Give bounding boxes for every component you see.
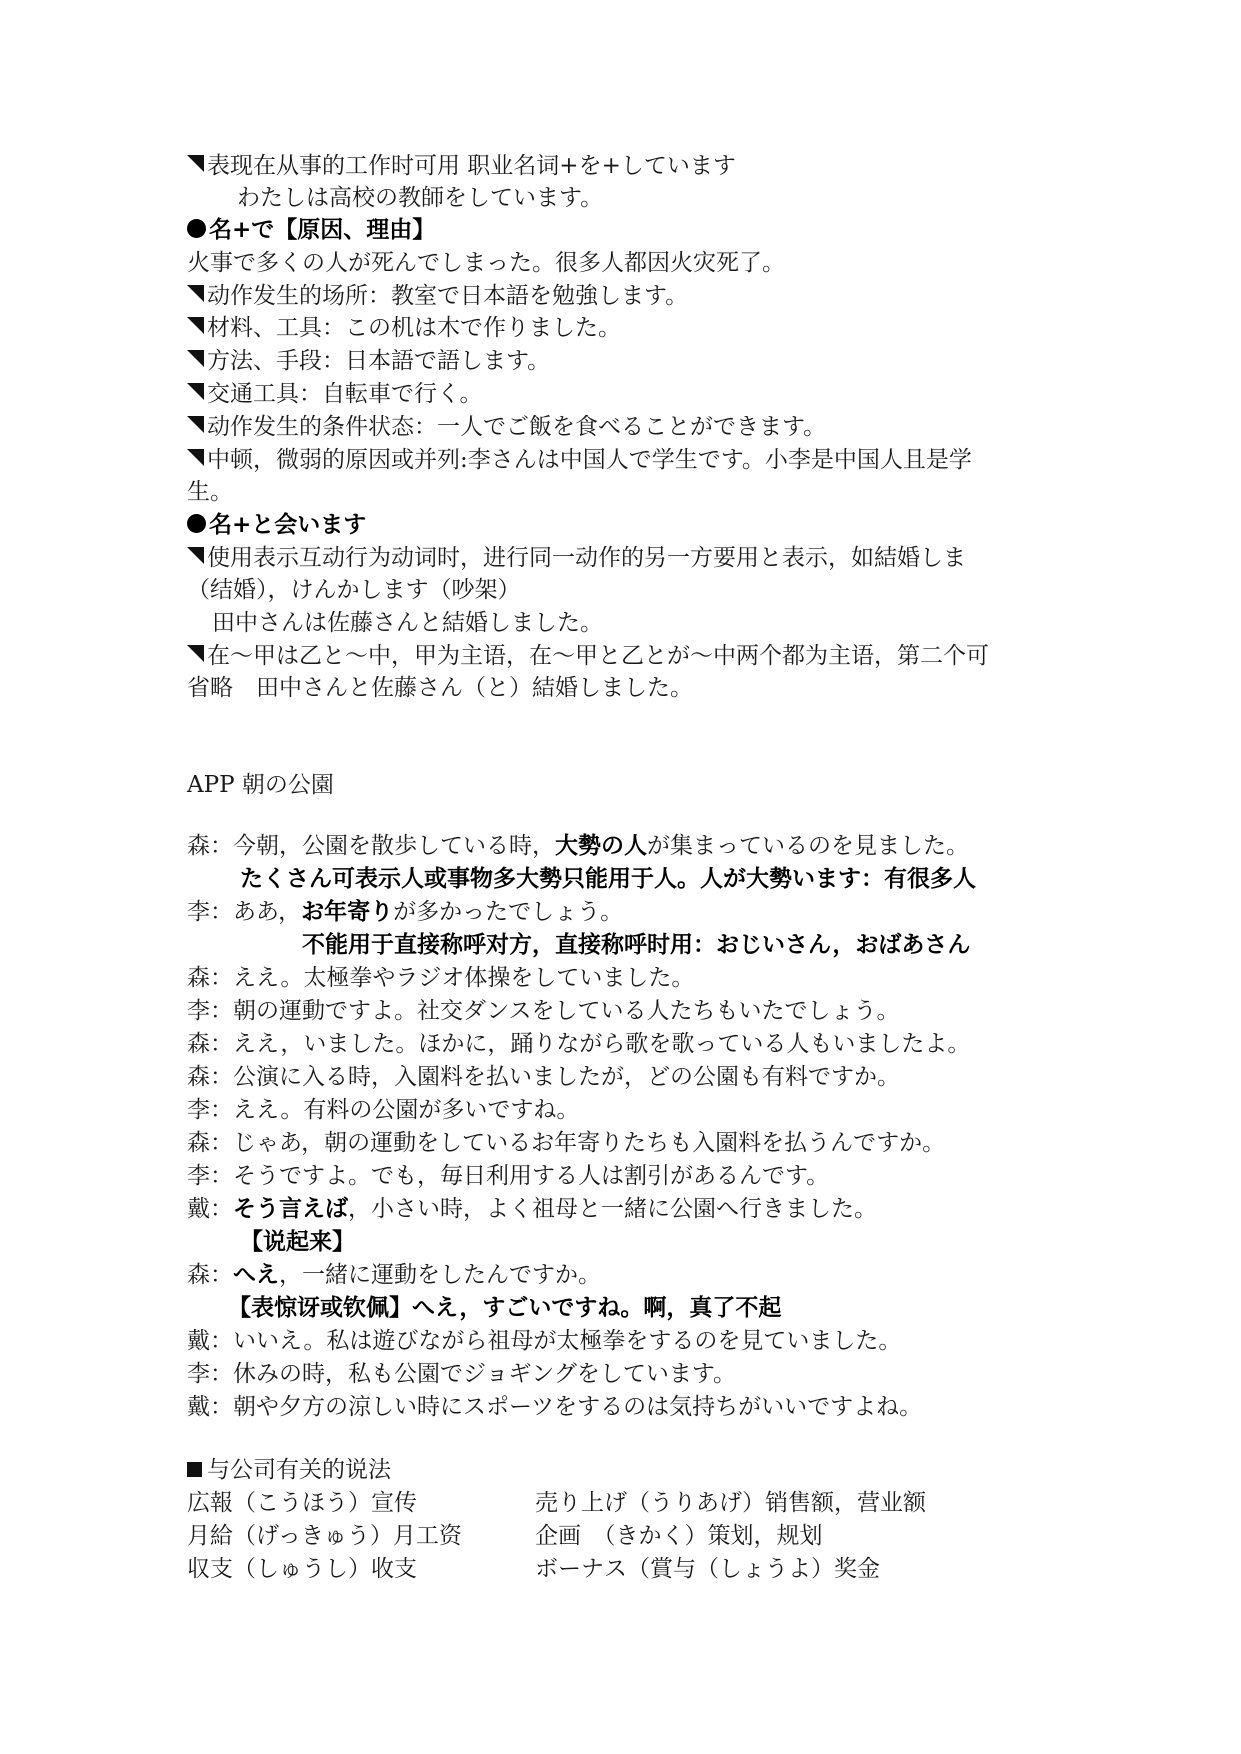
grammar-line-cont: （结婚），けんかします（吵架） bbox=[187, 577, 521, 603]
grammar-line: 交通工具：自転車で行く。 bbox=[187, 378, 483, 410]
grammar-line: 使用表示互动行为动词时，进行同一动作的另一方要用と表示，如結婚しま bbox=[187, 542, 966, 574]
dialogue-line: 森：じゃあ，朝の運動をしているお年寄りたちも入園料を払うんですか。 bbox=[187, 1130, 946, 1156]
dialogue-line: 森：今朝，公園を散歩している時，大勢の人が集まっているのを見ました。 bbox=[187, 833, 969, 859]
vocab-term: 企画 （きかく）策划，规划 bbox=[535, 1523, 823, 1549]
dialogue-line: 森：へえ，一緒に運動をしたんですか。 bbox=[187, 1262, 601, 1288]
dialogue-line: 戴：いいえ。私は遊びながら祖母が太極拳をするのを見ていました。 bbox=[187, 1328, 902, 1354]
dialogue-line: 李：朝の運動ですよ。社交ダンスをしている人たちもいたでしょう。 bbox=[187, 998, 900, 1024]
section-heading: 名+で【原因、理由】 bbox=[187, 214, 435, 246]
triangle-bullet-icon bbox=[187, 449, 204, 466]
triangle-bullet-icon bbox=[187, 383, 204, 400]
grammar-line: 表现在从事的工作时可用 职业名词+を+しています bbox=[187, 150, 736, 182]
vocab-term: 売り上げ（うりあげ）销售额，营业额 bbox=[535, 1490, 926, 1516]
dialogue-note: 【表惊讶或钦佩】へえ，すごいですね。啊，真了不起 bbox=[228, 1295, 782, 1321]
dialogue-line: 李：そうですよ。でも，毎日利用する人は割引があるんです。 bbox=[187, 1163, 830, 1189]
dialogue-line: 森：公演に入る時，入園料を払いましたが，どの公園も有料ですか。 bbox=[187, 1064, 900, 1090]
dialogue-line: 李：ああ，お年寄りが多かったでしょう。 bbox=[187, 899, 624, 925]
vocab-term: 広報（こうほう）宣传 bbox=[187, 1490, 417, 1516]
section-heading: 名+と会います bbox=[187, 509, 366, 541]
vocab-term: 収支（しゅうし）收支 bbox=[187, 1556, 417, 1582]
dialogue-line: 森：ええ，いました。ほかに，踊りながら歌を歌っている人もいましたよ。 bbox=[187, 1031, 971, 1057]
dialogue-line: 森：ええ。太極拳やラジオ体操をしていました。 bbox=[187, 965, 695, 991]
vocab-term: 月給（げっきゅう）月工资 bbox=[187, 1523, 462, 1549]
dialogue-note: 【说起来】 bbox=[240, 1229, 355, 1255]
dialogue-note: たくさん可表示人或事物多大勢只能用于人。人が大勢います：有很多人 bbox=[240, 866, 976, 892]
triangle-bullet-icon bbox=[187, 547, 204, 564]
grammar-line-cont: 生。 bbox=[187, 479, 233, 505]
dialogue-line: 戴：そう言えば，小さい時，よく祖母と一緒に公園へ行きました。 bbox=[187, 1196, 877, 1222]
grammar-line: 在～甲は乙と～中，甲为主语，在～甲と乙とが～中两个都为主语，第二个可 bbox=[187, 640, 989, 672]
example-sentence: 田中さんは佐藤さんと結婚しました。 bbox=[212, 610, 603, 636]
vocab-heading: 与公司有关的说法 bbox=[187, 1454, 391, 1486]
example-sentence: 火事で多くの人が死んでしまった。很多人都因火灾死了。 bbox=[187, 250, 785, 276]
grammar-line: 材料、工具：この机は木で作りました。 bbox=[187, 312, 621, 344]
grammar-line-cont: 省略 田中さんと佐藤さん（と）結婚しました。 bbox=[187, 675, 693, 701]
triangle-bullet-icon bbox=[187, 285, 204, 302]
grammar-line: 动作发生的条件状态：一人でご飯を食べることができます。 bbox=[187, 411, 826, 443]
triangle-bullet-icon bbox=[187, 645, 204, 662]
circle-bullet-icon bbox=[187, 219, 206, 238]
triangle-bullet-icon bbox=[187, 155, 204, 172]
grammar-line: 方法、手段：日本語で語します。 bbox=[187, 345, 550, 377]
triangle-bullet-icon bbox=[187, 416, 204, 433]
dialogue-line: 戴：朝や夕方の涼しい時にスポーツをするのは気持ちがいいですよね。 bbox=[187, 1394, 923, 1420]
example-sentence: わたしは高校の教師をしています。 bbox=[237, 185, 604, 211]
vocab-term: ボーナス（賞与（しょうよ）奖金 bbox=[535, 1556, 880, 1582]
circle-bullet-icon bbox=[187, 514, 206, 533]
dialogue-line: 李：休みの時，私も公園でジョギングをしています。 bbox=[187, 1361, 737, 1387]
dialogue-line: 李：ええ。有料の公園が多いですね。 bbox=[187, 1097, 580, 1123]
square-bullet-icon bbox=[187, 1462, 202, 1477]
triangle-bullet-icon bbox=[187, 350, 204, 367]
dialogue-title: APP 朝の公園 bbox=[187, 772, 334, 798]
triangle-bullet-icon bbox=[187, 317, 204, 334]
dialogue-note: 不能用于直接称呼对方，直接称呼时用：おじいさん，おばあさん bbox=[302, 932, 971, 958]
grammar-line: 动作发生的场所：教室で日本語を勉強します。 bbox=[187, 280, 688, 312]
grammar-line: 中顿，微弱的原因或并列:李さんは中国人で学生です。小李是中国人且是学 bbox=[187, 444, 972, 476]
